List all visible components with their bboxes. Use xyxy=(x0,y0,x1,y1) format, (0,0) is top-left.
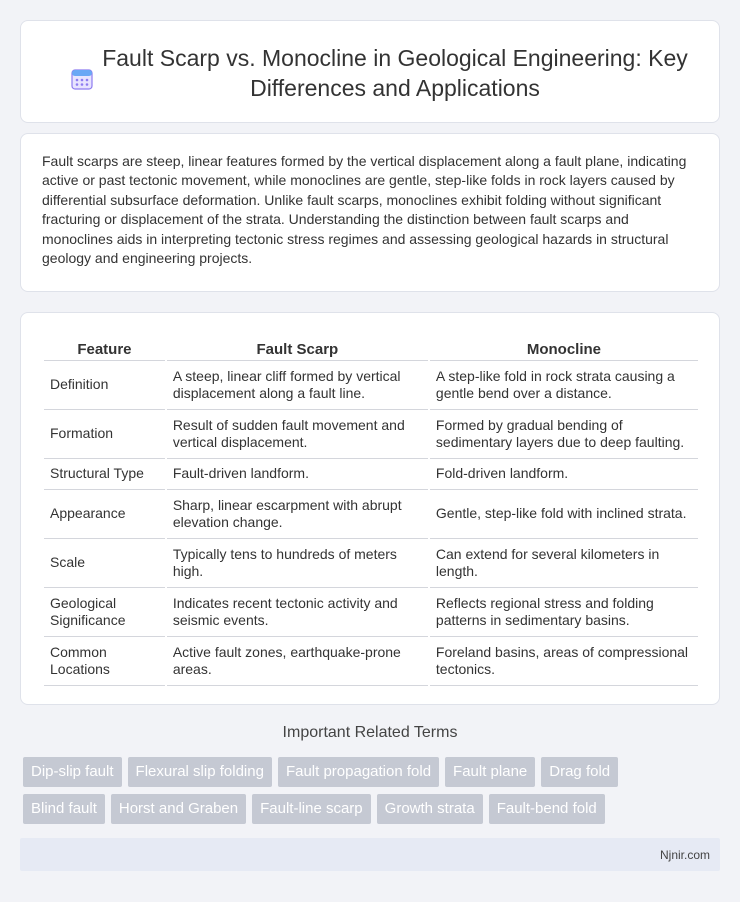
table-row xyxy=(44,459,698,490)
feature-cell: Appearance xyxy=(44,490,165,539)
monocline-cell: Gentle, step-like fold with inclined strata. xyxy=(430,490,698,539)
header-feature: Feature xyxy=(44,333,165,361)
footer-site-link[interactable]: Njnir.com xyxy=(659,848,710,862)
tag-row xyxy=(23,757,723,787)
comparison-table-card xyxy=(20,312,720,705)
feature-cell: Definition xyxy=(44,361,165,410)
related-terms-tags xyxy=(23,757,723,831)
feature-cell: Scale xyxy=(44,539,165,588)
feature-cell: Structural Type xyxy=(44,459,165,490)
monocline-cell: Formed by gradual bending of sedimentary layers due to deep faulting. xyxy=(430,410,698,459)
table-row xyxy=(44,361,698,410)
header-monocline: Monocline xyxy=(430,333,698,361)
fault-scarp-cell: Indicates recent tectonic activity and seismic events. xyxy=(167,588,428,637)
table-row xyxy=(44,490,698,539)
page-title: Fault Scarp vs. Monocline in Geological Engineering: Key Differences and Applications xyxy=(102,45,688,101)
title-card xyxy=(20,20,720,123)
tag-horst-and-graben[interactable]: Horst and Graben xyxy=(111,794,246,824)
monocline-cell: Can extend for several kilometers in length. xyxy=(430,539,698,588)
tag-growth-strata[interactable]: Growth strata xyxy=(377,794,483,824)
tag-fault-propagation-fold[interactable]: Fault propagation fold xyxy=(278,757,439,787)
fault-scarp-cell: Result of sudden fault movement and vertical displacement. xyxy=(167,410,428,459)
tag-drag-fold[interactable]: Drag fold xyxy=(541,757,618,787)
table-row xyxy=(44,588,698,637)
feature-cell: Geological Significance xyxy=(44,588,165,637)
fault-scarp-cell: Active fault zones, earthquake-prone areas. xyxy=(167,637,428,686)
monocline-cell: Reflects regional stress and folding patterns in sedimentary basins. xyxy=(430,588,698,637)
monocline-cell: Foreland basins, areas of compressional tectonics. xyxy=(430,637,698,686)
tag-fault-plane[interactable]: Fault plane xyxy=(445,757,535,787)
feature-cell: Common Locations xyxy=(44,637,165,686)
related-terms-title: Important Related Terms xyxy=(282,724,458,741)
tag-fault-line-scarp[interactable]: Fault-line scarp xyxy=(252,794,371,824)
intro-card xyxy=(20,133,720,292)
table-row xyxy=(44,539,698,588)
fault-scarp-cell: Typically tens to hundreds of meters high. xyxy=(167,539,428,588)
tag-flexural-slip-folding[interactable]: Flexural slip folding xyxy=(128,757,272,787)
table-row xyxy=(44,410,698,459)
tag-blind-fault[interactable]: Blind fault xyxy=(23,794,105,824)
footer xyxy=(20,838,720,871)
feature-cell: Formation xyxy=(44,410,165,459)
fault-scarp-cell: Sharp, linear escarpment with abrupt elevation change. xyxy=(167,490,428,539)
comparison-table xyxy=(42,333,700,686)
monocline-cell: Fold-driven landform. xyxy=(430,459,698,490)
fault-scarp-cell: A steep, linear cliff formed by vertical displacement along a fault line. xyxy=(167,361,428,410)
intro-paragraph: Fault scarps are steep, linear features formed by the vertical displacement along a fault plane, indicating active or past tectonic movement, while monoclines are gentle, step-like folds in rock layers caused by differential subsurface deformation. Unlike fault scarps, monoclines exhibit folding without significant fracturing or displacement of the strata. Understanding the distinction between fault scarps and monoclines aids in interpreting tectonic stress regimes and assessing geological hazards in structural geology and engineering projects. xyxy=(42,153,687,267)
header-fault-scarp: Fault Scarp xyxy=(167,333,428,361)
tag-fault-bend-fold[interactable]: Fault-bend fold xyxy=(489,794,605,824)
fault-scarp-cell: Fault-driven landform. xyxy=(167,459,428,490)
monocline-cell: A step-like fold in rock strata causing a gentle bend over a distance. xyxy=(430,361,698,410)
table-header-row xyxy=(44,333,698,361)
tag-dip-slip-fault[interactable]: Dip-slip fault xyxy=(23,757,122,787)
tag-row xyxy=(23,794,723,824)
table-row xyxy=(44,637,698,686)
